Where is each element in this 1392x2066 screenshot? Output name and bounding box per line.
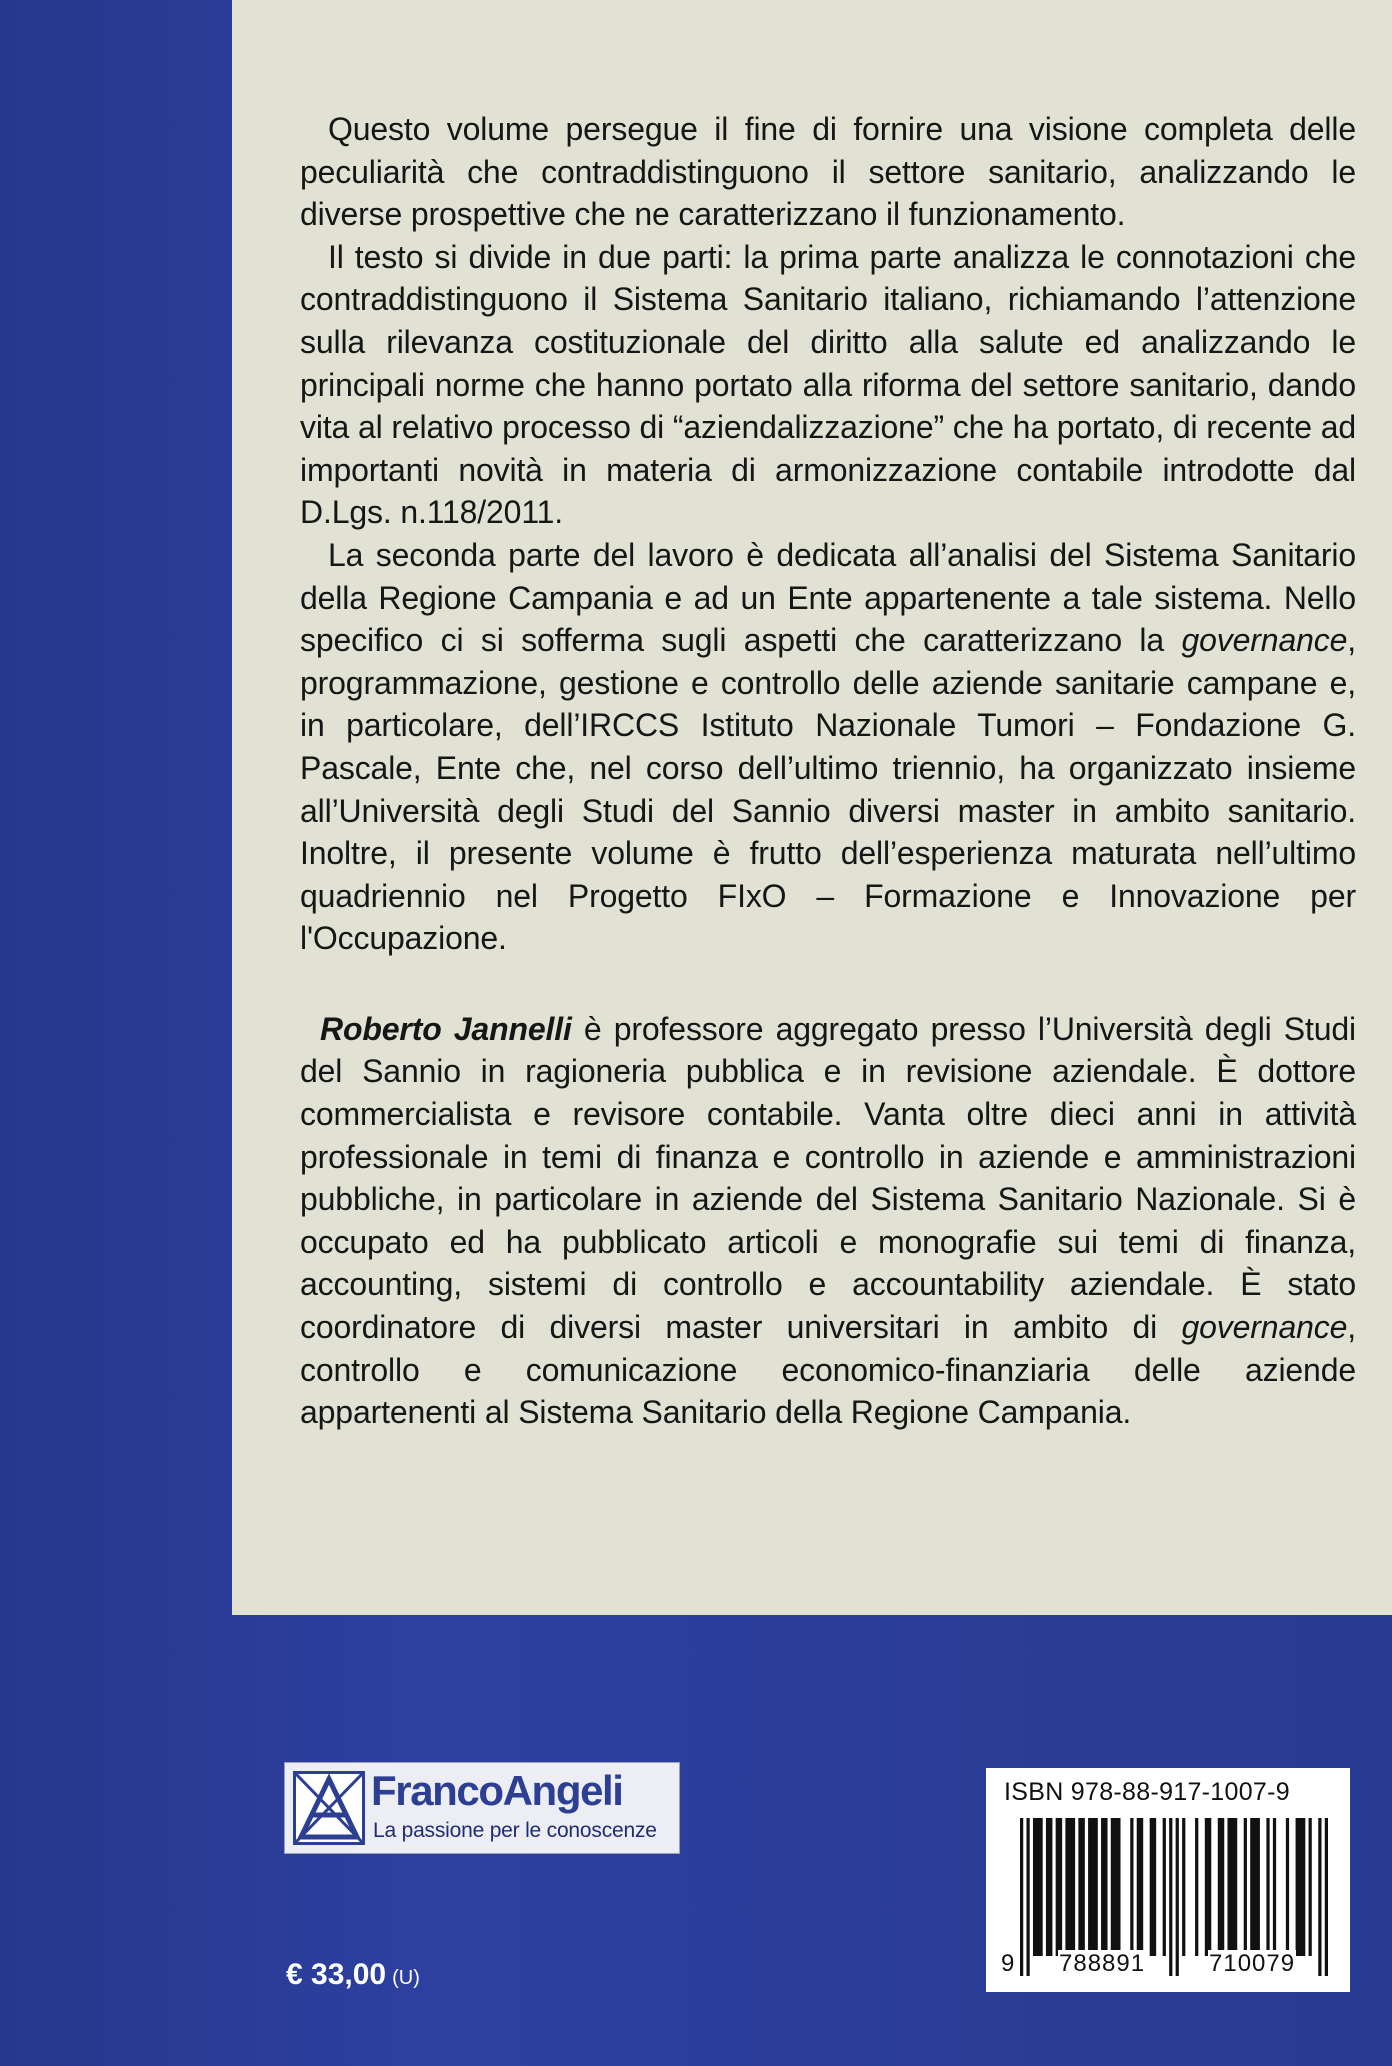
isbn-barcode xyxy=(986,1768,1350,1992)
barcode-bar-30 xyxy=(1176,1818,1179,1976)
barcode-lead-digit: 9 xyxy=(1001,1950,1016,1977)
barcode-bar-4 xyxy=(1033,1818,1043,1956)
barcode-bar-26 xyxy=(1163,1818,1166,1956)
barcode-bar-20 xyxy=(1130,1818,1133,1956)
barcode-bar-14 xyxy=(1088,1818,1098,1956)
barcode-bar-40 xyxy=(1227,1818,1237,1956)
barcode-bar-52 xyxy=(1296,1818,1306,1956)
description-paragraph-1: Questo volume persegue il fine di fornire una visione completa delle peculiarità che contraddistinguono il settore sanitario, analizzando le diverse prospettive che ne caratterizzano il funzionamento. xyxy=(300,111,1356,233)
barcode-bar-56 xyxy=(1318,1818,1321,1976)
publisher-tagline: La passione per le conoscenze xyxy=(373,1819,657,1842)
description-paragraph-2: Il testo si divide in due parti: la prima parte analizza le connotazioni che contraddistinguono il Sistema Sanitario italiano, richiamando l’attenzione sulla rilevanza costituzionale del diritto alla salute ed analizzando le principali norme che hanno portato alla riforma del settore sanitario, dando vita al relativo processo di “aziendalizzazione” che ha portato, di recente ad importanti novità in materia di armonizzazione contabile introdotte dal D.Lgs. n.118/2011. xyxy=(300,238,1356,531)
publisher-logo xyxy=(284,1762,680,1854)
barcode-bar-36 xyxy=(1205,1818,1211,1956)
barcode-bar-10 xyxy=(1065,1818,1075,1956)
barcode-right-digits: 710079 xyxy=(1209,1950,1296,1977)
barcode-bar-16 xyxy=(1101,1818,1107,1956)
barcode-bar-2 xyxy=(1026,1818,1029,1976)
francoangeli-a-mark-icon xyxy=(293,1771,365,1845)
description-paragraph-3 xyxy=(300,534,1356,960)
author-name: Roberto Jannelli xyxy=(320,1010,572,1047)
barcode-bar-6 xyxy=(1046,1818,1052,1956)
barcode-bar-22 xyxy=(1137,1818,1143,1956)
author-bio xyxy=(300,1008,1356,1434)
barcode-bar-44 xyxy=(1250,1818,1260,1956)
price-code: (U) xyxy=(392,1967,420,1989)
description-paragraph-3-start: La seconda parte del lavoro è dedicata all’analisi del Sistema Sanitario della Regione Campania e ad un Ente appartenente a tale sistema. Nello specifico ci si sofferma sugli aspetti che caratterizzano la xyxy=(300,536,1356,659)
barcode-bar-32 xyxy=(1182,1818,1185,1956)
barcode-bar-24 xyxy=(1150,1818,1156,1956)
barcode-bar-54 xyxy=(1309,1818,1312,1956)
barcode-left-digits: 788891 xyxy=(1059,1950,1146,1977)
author-bio-end: , controllo e comunicazione economico-finanziaria delle aziende appartenenti al Sistema Sanitario della Regione Campania. xyxy=(300,1309,1356,1431)
barcode-bar-38 xyxy=(1218,1818,1224,1956)
price xyxy=(286,1958,420,1992)
author-bio-governance-term: governance xyxy=(1181,1309,1348,1346)
publisher-brand: FrancoAngeli xyxy=(371,1767,623,1814)
back-cover-text xyxy=(300,108,1356,1434)
barcode-bar-58 xyxy=(1325,1818,1328,1976)
barcode-bar-18 xyxy=(1111,1818,1121,1956)
isbn-label: ISBN 978-88-917-1007-9 xyxy=(1004,1778,1290,1806)
barcode-bar-28 xyxy=(1169,1818,1172,1976)
barcode-bar-0 xyxy=(1020,1818,1023,1976)
author-bio-start: è professore aggregato presso l’Università degli Studi del Sannio in ragioneria pubblica e in revisione aziendale. È dottore commercialista e revisore contabile. Vanta oltre dieci anni in attività professionale in temi di finanza e controllo in aziende e amministrazioni pubbliche, in particolare in aziende del Sistema Sanitario Nazionale. Si è occupato ed ha pubblicato articoli e monografie sui temi di finanza, accounting, sistemi di controllo e accountability aziendale. È stato coordinatore di diversi master universitari in ambito di xyxy=(300,1010,1356,1346)
barcode-bar-42 xyxy=(1244,1818,1247,1956)
price-amount: € 33,00 xyxy=(286,1958,387,1991)
barcode-bar-12 xyxy=(1078,1818,1084,1956)
barcode-bar-46 xyxy=(1266,1818,1269,1956)
barcode-bar-8 xyxy=(1056,1818,1062,1956)
barcode-bar-50 xyxy=(1286,1818,1289,1956)
barcode-bar-34 xyxy=(1195,1818,1198,1956)
governance-term: governance xyxy=(1181,622,1348,659)
description-paragraph-3-end: , programmazione, gestione e controllo delle aziende sanitarie campane e, in particolare, dell’IRCCS Istituto Nazionale Tumori – Fondazione G. Pascale, Ente che, nel corso dell’ultimo triennio, ha organizzato insieme all’Università degli Studi del Sannio diversi master in ambito sanitario. Inoltre, il presente volume è frutto dell’esperienza maturata nell’ultimo quadriennio nel Progetto FIxO – Formazione e Innovazione per l'Occupazione. xyxy=(300,622,1356,957)
barcode-bar-48 xyxy=(1273,1818,1276,1956)
